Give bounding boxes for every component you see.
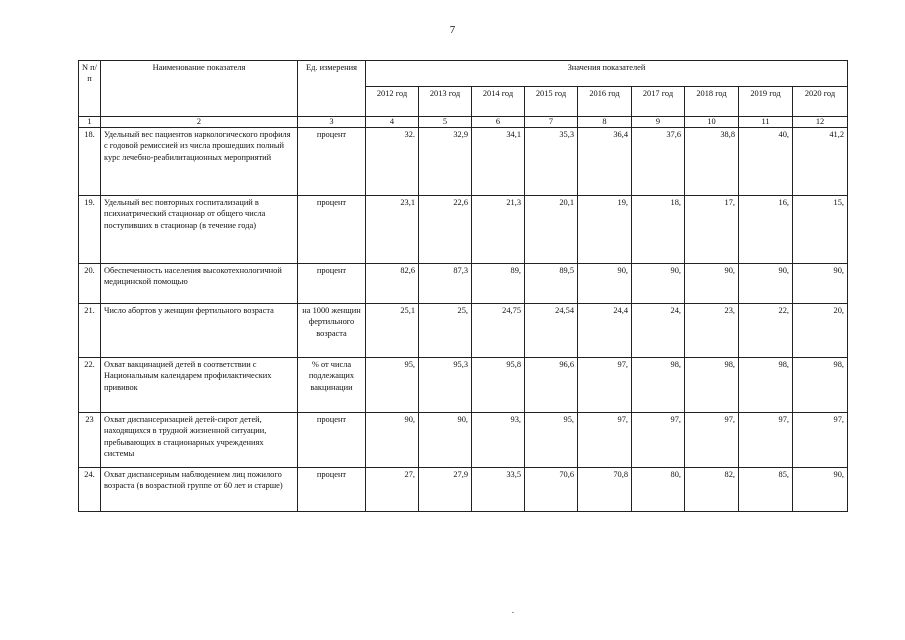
indicator-value: 98, bbox=[685, 358, 739, 413]
unit-of-measure: процент bbox=[298, 468, 366, 512]
table-row bbox=[79, 413, 848, 468]
table-row bbox=[79, 358, 848, 413]
header-year: 2017 год bbox=[632, 87, 685, 117]
indicator-value: 90, bbox=[793, 468, 848, 512]
unit-of-measure: на 1000 женщин фертильного возраста bbox=[298, 304, 366, 358]
indicator-value: 90, bbox=[739, 264, 793, 304]
indicator-value: 20, bbox=[793, 304, 848, 358]
indicator-value: 41,2 bbox=[793, 128, 848, 196]
indicator-name: Охват вакцинацией детей в соответствии с Национальным календарем профилактических прививок bbox=[101, 358, 298, 413]
indicator-name: Охват диспансеризацией детей-сирот детей, находящихся в трудной жизненной ситуации, пребывающих в стационарных учреждениях системы bbox=[101, 413, 298, 468]
indicator-value: 97, bbox=[739, 413, 793, 468]
indicator-value: 87,3 bbox=[419, 264, 472, 304]
page-number: 7 bbox=[449, 24, 456, 36]
indicator-value: 90, bbox=[419, 413, 472, 468]
indicator-value: 93, bbox=[472, 413, 525, 468]
header-year: 2015 год bbox=[525, 87, 578, 117]
indicator-value: 18, bbox=[632, 196, 685, 264]
indicator-value: 80, bbox=[632, 468, 685, 512]
header-values-group: Значения показателей bbox=[366, 61, 848, 87]
indicator-value: 20,1 bbox=[525, 196, 578, 264]
indicator-value: 89,5 bbox=[525, 264, 578, 304]
unit-of-measure: процент bbox=[298, 128, 366, 196]
indicator-value: 97, bbox=[793, 413, 848, 468]
column-number: 11 bbox=[739, 117, 793, 128]
indicator-value: 95,8 bbox=[472, 358, 525, 413]
indicator-value: 90, bbox=[685, 264, 739, 304]
indicator-value: 40, bbox=[739, 128, 793, 196]
indicator-name: Обеспеченность населения высокотехнологичной медицинской помощью bbox=[101, 264, 298, 304]
header-year: 2019 год bbox=[739, 87, 793, 117]
row-number: 19. bbox=[79, 196, 101, 264]
indicator-value: 23,1 bbox=[366, 196, 419, 264]
column-number: 7 bbox=[525, 117, 578, 128]
header-year: 2016 год bbox=[578, 87, 632, 117]
indicator-value: 25,1 bbox=[366, 304, 419, 358]
indicator-value: 38,8 bbox=[685, 128, 739, 196]
indicator-name: Удельный вес повторных госпитализаций в психиатрический стационар от общего числа поступивших в стационар (в течение года) bbox=[101, 196, 298, 264]
row-number: 24. bbox=[79, 468, 101, 512]
header-year: 2012 год bbox=[366, 87, 419, 117]
column-number: 12 bbox=[793, 117, 848, 128]
indicator-value: 21,3 bbox=[472, 196, 525, 264]
indicator-value: 70,8 bbox=[578, 468, 632, 512]
indicator-value: 27,9 bbox=[419, 468, 472, 512]
header-row bbox=[79, 61, 848, 87]
header-unit: Ед. измерения bbox=[298, 61, 366, 117]
indicator-value: 27, bbox=[366, 468, 419, 512]
indicator-value: 23, bbox=[685, 304, 739, 358]
indicator-value: 95, bbox=[366, 358, 419, 413]
indicator-value: 90, bbox=[632, 264, 685, 304]
table-row bbox=[79, 264, 848, 304]
indicator-name: Охват диспансерным наблюдением лиц пожилого возраста (в возрастной группе от 60 лет и старше) bbox=[101, 468, 298, 512]
column-number: 9 bbox=[632, 117, 685, 128]
indicator-value: 34,1 bbox=[472, 128, 525, 196]
indicator-value: 85, bbox=[739, 468, 793, 512]
indicator-value: 24, bbox=[632, 304, 685, 358]
indicator-value: 22,6 bbox=[419, 196, 472, 264]
indicator-value: 36,4 bbox=[578, 128, 632, 196]
unit-of-measure: процент bbox=[298, 413, 366, 468]
unit-of-measure: процент bbox=[298, 196, 366, 264]
table-row bbox=[79, 128, 848, 196]
unit-of-measure: процент bbox=[298, 264, 366, 304]
indicator-name: Удельный вес пациентов наркологического профиля с годовой ремиссией из числа прошедших полный курс лечебно-реабилитационных мероприятий bbox=[101, 128, 298, 196]
row-number: 20. bbox=[79, 264, 101, 304]
indicator-value: 98, bbox=[739, 358, 793, 413]
column-number: 1 bbox=[79, 117, 101, 128]
column-number: 3 bbox=[298, 117, 366, 128]
row-number: 23 bbox=[79, 413, 101, 468]
row-number: 18. bbox=[79, 128, 101, 196]
indicator-value: 95,3 bbox=[419, 358, 472, 413]
indicator-value: 95, bbox=[525, 413, 578, 468]
indicator-value: 90, bbox=[578, 264, 632, 304]
row-number: 22. bbox=[79, 358, 101, 413]
indicator-value: 90, bbox=[793, 264, 848, 304]
indicator-value: 96,6 bbox=[525, 358, 578, 413]
row-number: 21. bbox=[79, 304, 101, 358]
indicator-value: 97, bbox=[578, 413, 632, 468]
indicator-value: 37,6 bbox=[632, 128, 685, 196]
indicator-value: 90, bbox=[366, 413, 419, 468]
column-number: 10 bbox=[685, 117, 739, 128]
indicator-value: 24,75 bbox=[472, 304, 525, 358]
header-year: 2014 год bbox=[472, 87, 525, 117]
header-year: 2013 год bbox=[419, 87, 472, 117]
column-number: 4 bbox=[366, 117, 419, 128]
column-number: 6 bbox=[472, 117, 525, 128]
header-year: 2020 год bbox=[793, 87, 848, 117]
indicator-value: 25, bbox=[419, 304, 472, 358]
indicator-value: 32. bbox=[366, 128, 419, 196]
indicator-value: 82, bbox=[685, 468, 739, 512]
table-row bbox=[79, 196, 848, 264]
header-year: 2018 год bbox=[685, 87, 739, 117]
column-number: 2 bbox=[101, 117, 298, 128]
table-row bbox=[79, 304, 848, 358]
indicator-value: 89, bbox=[472, 264, 525, 304]
header-num: N п/п bbox=[79, 61, 101, 117]
header-name: Наименование показателя bbox=[101, 61, 298, 117]
table-row bbox=[79, 468, 848, 512]
indicator-value: 97, bbox=[632, 413, 685, 468]
indicator-value: 82,6 bbox=[366, 264, 419, 304]
indicator-value: 16, bbox=[739, 196, 793, 264]
indicator-value: 32,9 bbox=[419, 128, 472, 196]
column-number: 5 bbox=[419, 117, 472, 128]
column-numbers-row bbox=[79, 117, 848, 128]
unit-of-measure: % от числа подлежащих вакцинации bbox=[298, 358, 366, 413]
indicator-value: 98, bbox=[793, 358, 848, 413]
indicator-value: 17, bbox=[685, 196, 739, 264]
indicator-value: 98, bbox=[632, 358, 685, 413]
indicator-value: 22, bbox=[739, 304, 793, 358]
indicator-name: Число абортов у женщин фертильного возраста bbox=[101, 304, 298, 358]
scan-mark bbox=[512, 612, 514, 613]
indicator-value: 97, bbox=[685, 413, 739, 468]
indicator-value: 19, bbox=[578, 196, 632, 264]
indicator-value: 24,54 bbox=[525, 304, 578, 358]
indicator-value: 15, bbox=[793, 196, 848, 264]
indicator-value: 97, bbox=[578, 358, 632, 413]
indicator-value: 33,5 bbox=[472, 468, 525, 512]
indicator-value: 24,4 bbox=[578, 304, 632, 358]
indicators-table bbox=[78, 60, 848, 512]
column-number: 8 bbox=[578, 117, 632, 128]
indicator-value: 70,6 bbox=[525, 468, 578, 512]
indicator-value: 35,3 bbox=[525, 128, 578, 196]
